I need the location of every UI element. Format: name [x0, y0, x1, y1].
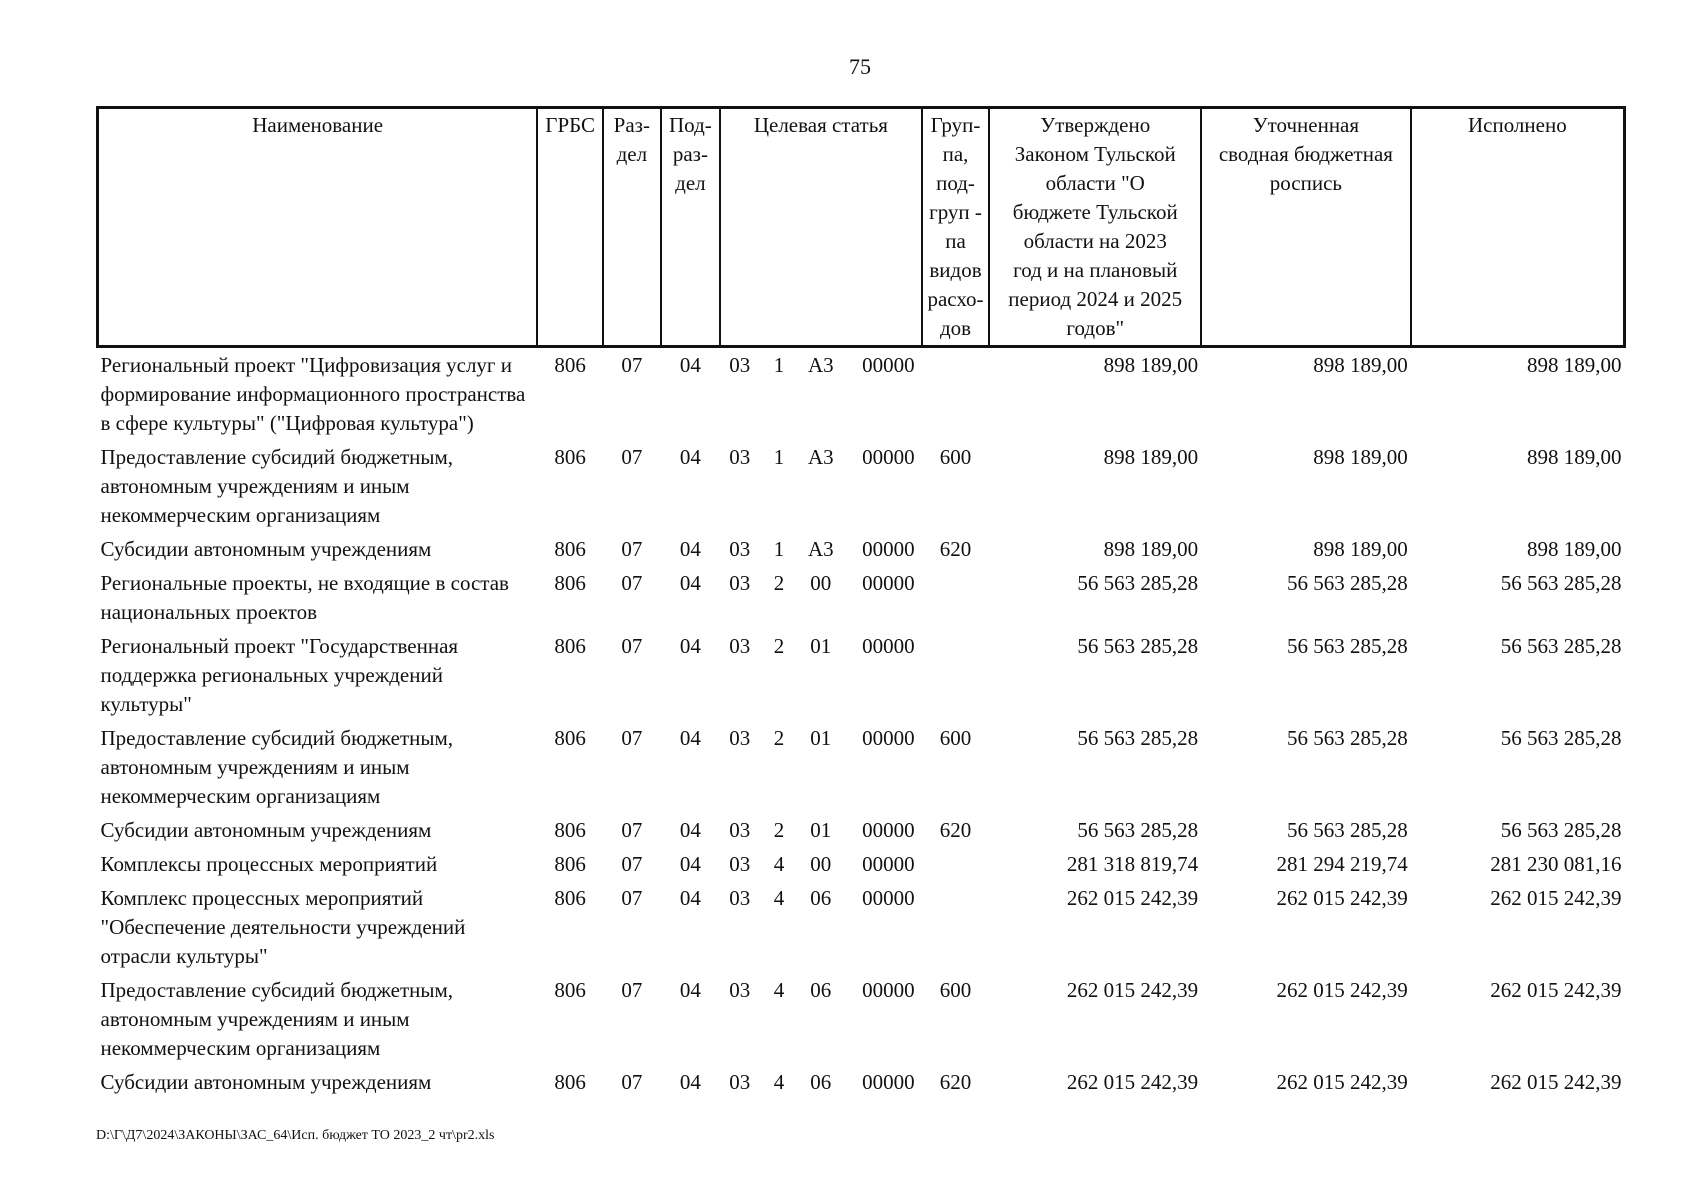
- row-razdel-cell: 07: [621, 634, 643, 658]
- table-body: [98, 347, 1625, 1100]
- tselevaya-part-ts2: 2: [773, 726, 785, 750]
- row-utochnennaya-cell: 898 189,00: [1313, 353, 1408, 377]
- row-razdel-cell: 07: [621, 445, 643, 469]
- row-tselevaya-statya-cell: [720, 881, 921, 973]
- row-podrazdel-cell: 04: [679, 818, 701, 842]
- tselevaya-part-ts2: 1: [773, 353, 785, 377]
- row-name-cell: Региональный проект "Цифровизация услуг и формирование информационного пространства в сфере культуры" ("Цифровая культура"): [100, 353, 526, 435]
- row-grbs-cell: 806: [554, 852, 586, 876]
- row-gruppa-cell: 600: [939, 726, 972, 750]
- row-grbs-cell: 806: [554, 353, 586, 377]
- tselevaya-part-ts2: 1: [773, 537, 785, 561]
- header-podrazdel: Под- раз- дел: [661, 108, 721, 347]
- table-row: [98, 813, 1625, 847]
- tselevaya-part-ts1: 03: [729, 852, 751, 876]
- tselevaya-part-ts4: 00000: [862, 818, 915, 842]
- tselevaya-part-ts1: 03: [729, 571, 751, 595]
- row-utverzhdeno-cell: 56 563 285,28: [1077, 634, 1199, 658]
- table-row: [98, 973, 1625, 1065]
- row-gruppa-cell: 600: [939, 445, 972, 469]
- tselevaya-part-ts1: 03: [729, 1070, 751, 1094]
- tselevaya-part-ts2: 2: [773, 818, 785, 842]
- tselevaya-part-ts4: 00000: [862, 852, 915, 876]
- tselevaya-part-ts1: 03: [729, 445, 751, 469]
- row-podrazdel-cell: 04: [679, 852, 701, 876]
- tselevaya-part-ts1: 03: [729, 978, 751, 1002]
- tselevaya-part-ts2: 4: [773, 852, 785, 876]
- row-name-cell: Предоставление субсидий бюджетным, автономным учреждениям и иным некоммерческим организациям: [100, 445, 454, 527]
- row-name-cell: Комплекс процессных мероприятий "Обеспечение деятельности учреждений отрасли культуры": [100, 886, 466, 968]
- row-utochnennaya-cell: 898 189,00: [1313, 445, 1408, 469]
- table-header: [98, 108, 1625, 347]
- row-podrazdel-cell: 04: [679, 353, 701, 377]
- row-podrazdel-cell: 04: [679, 571, 701, 595]
- row-ispolneno-cell: 262 015 242,39: [1490, 1070, 1622, 1094]
- row-name-cell: Субсидии автономным учреждениям: [100, 818, 432, 842]
- tselevaya-part-ts3: 01: [810, 726, 832, 750]
- table-row: [98, 1065, 1625, 1099]
- row-gruppa-cell: [922, 847, 990, 881]
- tselevaya-part-ts3: А3: [807, 537, 834, 561]
- row-podrazdel-cell: 04: [679, 445, 701, 469]
- row-utverzhdeno-cell: 56 563 285,28: [1077, 818, 1199, 842]
- row-razdel-cell: 07: [621, 726, 643, 750]
- row-name-cell: Комплексы процессных мероприятий: [100, 852, 438, 876]
- row-tselevaya-statya-cell: [720, 721, 921, 813]
- tselevaya-part-ts3: 01: [810, 634, 832, 658]
- tselevaya-part-ts4: 00000: [862, 634, 915, 658]
- row-gruppa-cell: 620: [939, 818, 972, 842]
- row-utochnennaya-cell: 56 563 285,28: [1286, 726, 1408, 750]
- row-razdel-cell: 07: [621, 852, 643, 876]
- tselevaya-part-ts4: 00000: [862, 886, 915, 910]
- header-name: Наименование: [98, 108, 538, 347]
- tselevaya-part-ts3: 00: [810, 852, 832, 876]
- row-gruppa-cell: [922, 347, 990, 441]
- row-utverzhdeno-cell: 262 015 242,39: [1066, 1070, 1199, 1094]
- row-grbs-cell: 806: [554, 571, 586, 595]
- row-razdel-cell: 07: [621, 978, 643, 1002]
- row-grbs-cell: 806: [554, 1070, 586, 1094]
- row-ispolneno-cell: 262 015 242,39: [1490, 886, 1622, 910]
- row-utochnennaya-cell: 281 294 219,74: [1276, 852, 1408, 876]
- row-grbs-cell: 806: [554, 537, 586, 561]
- row-utochnennaya-cell: 898 189,00: [1313, 537, 1408, 561]
- row-utverzhdeno-cell: 898 189,00: [1103, 445, 1199, 469]
- row-razdel-cell: 07: [621, 1070, 643, 1094]
- row-gruppa-cell: [922, 881, 990, 973]
- page-number: 75: [849, 54, 871, 79]
- row-name-cell: Предоставление субсидий бюджетным, автономным учреждениям и иным некоммерческим организациям: [100, 726, 454, 808]
- row-ispolneno-cell: 898 189,00: [1527, 353, 1622, 377]
- row-tselevaya-statya-cell: [720, 532, 921, 566]
- row-ispolneno-cell: 56 563 285,28: [1500, 726, 1622, 750]
- header-tselevaya-statya: Целевая статья: [720, 108, 921, 347]
- tselevaya-part-ts4: 00000: [862, 445, 915, 469]
- row-gruppa-cell: 620: [939, 1070, 972, 1094]
- budget-table: [96, 106, 1626, 1099]
- row-utverzhdeno-cell: 898 189,00: [1103, 537, 1199, 561]
- header-utverzhdeno: Утверждено Законом Тульской области "О бюджете Тульской области на 2023 год и на плановый период 2024 и 2025 годов": [989, 108, 1201, 347]
- tselevaya-part-ts4: 00000: [862, 1070, 915, 1094]
- row-podrazdel-cell: 04: [679, 886, 701, 910]
- row-tselevaya-statya-cell: [720, 973, 921, 1065]
- header-razdel: Раз- дел: [603, 108, 661, 347]
- table-row: [98, 347, 1625, 441]
- tselevaya-part-ts4: 00000: [862, 353, 915, 377]
- row-grbs-cell: 806: [554, 726, 586, 750]
- tselevaya-part-ts3: А3: [807, 445, 834, 469]
- table-row: [98, 847, 1625, 881]
- tselevaya-part-ts2: 4: [773, 978, 785, 1002]
- tselevaya-part-ts2: 4: [773, 886, 785, 910]
- row-ispolneno-cell: 262 015 242,39: [1490, 978, 1622, 1002]
- tselevaya-part-ts2: 1: [773, 445, 785, 469]
- row-tselevaya-statya-cell: [720, 629, 921, 721]
- table-row: [98, 532, 1625, 566]
- tselevaya-part-ts2: 2: [773, 571, 785, 595]
- tselevaya-part-ts4: 00000: [862, 726, 915, 750]
- row-razdel-cell: 07: [621, 353, 643, 377]
- row-utverzhdeno-cell: 56 563 285,28: [1077, 571, 1199, 595]
- row-gruppa-cell: [922, 629, 990, 721]
- row-podrazdel-cell: 04: [679, 978, 701, 1002]
- row-ispolneno-cell: 281 230 081,16: [1490, 852, 1622, 876]
- row-tselevaya-statya-cell: [720, 566, 921, 629]
- row-grbs-cell: 806: [554, 978, 586, 1002]
- tselevaya-part-ts3: 00: [810, 571, 832, 595]
- row-razdel-cell: 07: [621, 537, 643, 561]
- tselevaya-part-ts3: 01: [810, 818, 832, 842]
- row-gruppa-cell: 600: [939, 978, 972, 1002]
- header-gruppa: Груп- па, под- груп - па видов расхо- дов: [922, 108, 990, 347]
- row-podrazdel-cell: 04: [679, 1070, 701, 1094]
- row-ispolneno-cell: 898 189,00: [1527, 537, 1622, 561]
- tselevaya-part-ts3: А3: [807, 353, 834, 377]
- header-grbs: ГРБС: [537, 108, 603, 347]
- row-grbs-cell: 806: [554, 818, 586, 842]
- tselevaya-part-ts3: 06: [810, 886, 832, 910]
- tselevaya-part-ts4: 00000: [862, 571, 915, 595]
- row-utochnennaya-cell: 262 015 242,39: [1276, 886, 1408, 910]
- row-utverzhdeno-cell: 898 189,00: [1103, 353, 1199, 377]
- row-gruppa-cell: [922, 566, 990, 629]
- row-tselevaya-statya-cell: [720, 1065, 921, 1099]
- row-tselevaya-statya-cell: [720, 347, 921, 441]
- footer-file-path: D:\Г\Д7\2024\ЗАКОНЫ\ЗАС_64\Исп. бюджет ТО 2023_2 чт\pr2.xls: [96, 1128, 495, 1143]
- row-podrazdel-cell: 04: [679, 537, 701, 561]
- row-name-cell: Субсидии автономным учреждениям: [100, 1070, 432, 1094]
- row-name-cell: Предоставление субсидий бюджетным, автономным учреждениям и иным некоммерческим организациям: [100, 978, 454, 1060]
- row-razdel-cell: 07: [621, 818, 643, 842]
- row-utverzhdeno-cell: 281 318 819,74: [1066, 852, 1199, 876]
- row-utochnennaya-cell: 262 015 242,39: [1276, 1070, 1408, 1094]
- row-ispolneno-cell: 56 563 285,28: [1500, 818, 1622, 842]
- tselevaya-part-ts1: 03: [729, 353, 751, 377]
- table-row: [98, 629, 1625, 721]
- table-row: [98, 721, 1625, 813]
- table-row: [98, 566, 1625, 629]
- row-name-cell: Региональные проекты, не входящие в состав национальных проектов: [100, 571, 509, 624]
- row-grbs-cell: 806: [554, 886, 586, 910]
- row-podrazdel-cell: 04: [679, 726, 701, 750]
- tselevaya-part-ts4: 00000: [862, 978, 915, 1002]
- row-ispolneno-cell: 56 563 285,28: [1500, 571, 1622, 595]
- row-utochnennaya-cell: 56 563 285,28: [1286, 571, 1408, 595]
- tselevaya-part-ts3: 06: [810, 1070, 832, 1094]
- row-name-cell: Региональный проект "Государственная поддержка региональных учреждений культуры": [100, 634, 459, 716]
- header-ispolneno: Исполнено: [1411, 108, 1625, 347]
- table-row: [98, 440, 1625, 532]
- header-utochnennaya: Уточненная сводная бюджетная роспись: [1201, 108, 1411, 347]
- row-tselevaya-statya-cell: [720, 440, 921, 532]
- table-row: [98, 881, 1625, 973]
- tselevaya-part-ts1: 03: [729, 537, 751, 561]
- row-podrazdel-cell: 04: [679, 634, 701, 658]
- row-grbs-cell: 806: [554, 445, 586, 469]
- row-gruppa-cell: 620: [939, 537, 972, 561]
- row-grbs-cell: 806: [554, 634, 586, 658]
- tselevaya-part-ts1: 03: [729, 634, 751, 658]
- row-utochnennaya-cell: 262 015 242,39: [1276, 978, 1408, 1002]
- row-razdel-cell: 07: [621, 571, 643, 595]
- tselevaya-part-ts1: 03: [729, 818, 751, 842]
- row-tselevaya-statya-cell: [720, 847, 921, 881]
- tselevaya-part-ts2: 2: [773, 634, 785, 658]
- row-razdel-cell: 07: [621, 886, 643, 910]
- tselevaya-part-ts2: 4: [773, 1070, 785, 1094]
- row-utochnennaya-cell: 56 563 285,28: [1286, 634, 1408, 658]
- tselevaya-part-ts4: 00000: [862, 537, 915, 561]
- tselevaya-part-ts3: 06: [810, 978, 832, 1002]
- row-utverzhdeno-cell: 262 015 242,39: [1066, 978, 1199, 1002]
- tselevaya-part-ts1: 03: [729, 886, 751, 910]
- row-utochnennaya-cell: 56 563 285,28: [1286, 818, 1408, 842]
- row-utverzhdeno-cell: 262 015 242,39: [1066, 886, 1199, 910]
- row-utverzhdeno-cell: 56 563 285,28: [1077, 726, 1199, 750]
- row-ispolneno-cell: 898 189,00: [1527, 445, 1622, 469]
- row-ispolneno-cell: 56 563 285,28: [1500, 634, 1622, 658]
- tselevaya-part-ts1: 03: [729, 726, 751, 750]
- row-name-cell: Субсидии автономным учреждениям: [100, 537, 432, 561]
- row-tselevaya-statya-cell: [720, 813, 921, 847]
